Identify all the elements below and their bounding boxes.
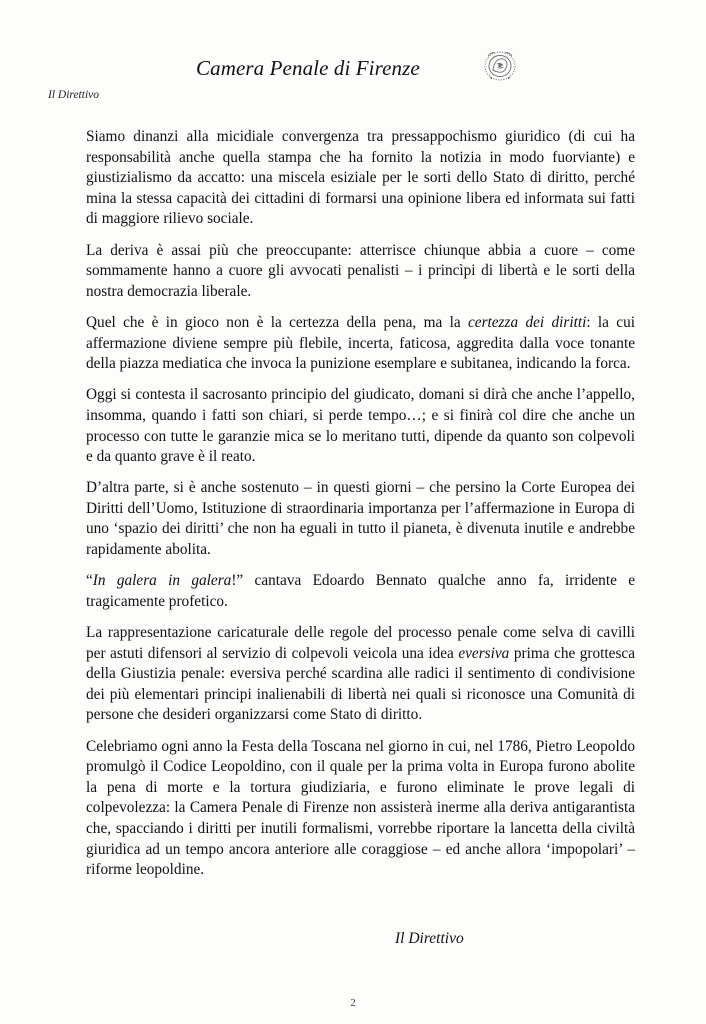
paragraph-emphasis: certezza dei diritti — [467, 313, 587, 331]
paragraph-emphasis: eversiva — [458, 644, 510, 662]
signature: Il Direttivo — [395, 930, 464, 947]
paragraph-text: !” cantava Edoardo Bennato qualche anno fa, irridente e tragicamente profetico. — [86, 572, 635, 610]
paragraph: Celebriamo ogni anno la Festa della Toscana nel giorno in cui, nel 1786, Pietro Leopoldo promulgò il Codice Leopoldino, con il quale per la prima volta in Europa furono abolite la pena di morte e la tortura giudiziaria, e furono eliminate le prove legali di colpevolezza: la Camera Penale di Firenze non assisterà inerme alla deriva antigarantista che, spacciando i diritti per inutili formalismi, vorrebbe riportare la lancetta della civiltà giuridica ad un tempo ancora anteriore alle coraggiose – ed anche allora ‘impopolari’ – riforme leopoldine. — [86, 737, 635, 879]
document-subtitle: Il Direttivo — [48, 89, 99, 101]
body-text — [86, 127, 635, 891]
paragraph — [86, 571, 635, 612]
paragraph-text: “ — [86, 572, 93, 590]
paragraph-text: Quel che è in gioco non è la certezza della pena, ma la — [86, 313, 468, 331]
paragraph-text: : la cui affermazione diviene sempre più flebile, incerta, faticosa, aggredita dalla voce tonante della piazza mediatica che invoca la punizione esemplare e subitanea, indicando la forca. — [86, 313, 635, 373]
paragraph: La deriva è assai più che preoccupante: atterrisce chiunque abbia a cuore – come sommamente hanno a cuore gli avvocati penalisti – i princìpi di libertà e le sorti della nostra democrazia liberale. — [86, 241, 635, 300]
paragraph: D’altra parte, si è anche sostenuto – in questi giorni – che persino la Corte Europea dei Diritti dell’Uomo, Istituzione di straordinaria importanza per l’affermazione in Europa di uno ‘spazio dei diritti’ che non ha eguali in tutto il pianeta, è divenuta inutile e andrebbe rapidamente abolita. — [86, 479, 635, 559]
document-title: Camera Penale di Firenze — [196, 56, 420, 80]
page-number: 2 — [350, 998, 356, 1009]
seal-emblem-icon — [478, 48, 522, 84]
paragraph — [86, 313, 635, 375]
paragraph — [86, 623, 635, 726]
paragraph-emphasis: In galera in galera — [92, 572, 232, 590]
paragraph: Siamo dinanzi alla micidiale convergenza tra pressappochismo giuridico (di cui ha responsabilità anche quella stampa che ha fornito la notizia in modo fuorviante) e giustizialismo da accatto: una miscela esiziale per le sorti dello Stato di diritto, perché mina la stessa capacità dei cittadini di formarsi una opinione libera ed informata sui fatti di maggiore rilievo sociale. — [86, 128, 635, 228]
paragraph-text: prima che grottesca della Giustizia penale: eversiva perché scardina alle radici il sentimento di condivisione dei più elementari principi inalienabili di libertà nei quali si riconosce una Comunità di persone che desideri organizzarsi come Stato di diritto. — [86, 644, 635, 724]
paragraph-text: La rappresentazione caricaturale delle regole del processo penale come selva di cavilli per astuti difensori al servizio di colpevoli veicola una idea — [86, 624, 635, 662]
paragraph: Oggi si contesta il sacrosanto principio del giudicato, domani si dirà che anche l’appello, insomma, quando i fatti son chiari, si perde tempo…; e si finirà col dire che anche un processo con tutte le garanzie mica se lo meritano tutti, dipende da quanto son colpevoli e da quanto grave è il reato. — [86, 386, 635, 466]
